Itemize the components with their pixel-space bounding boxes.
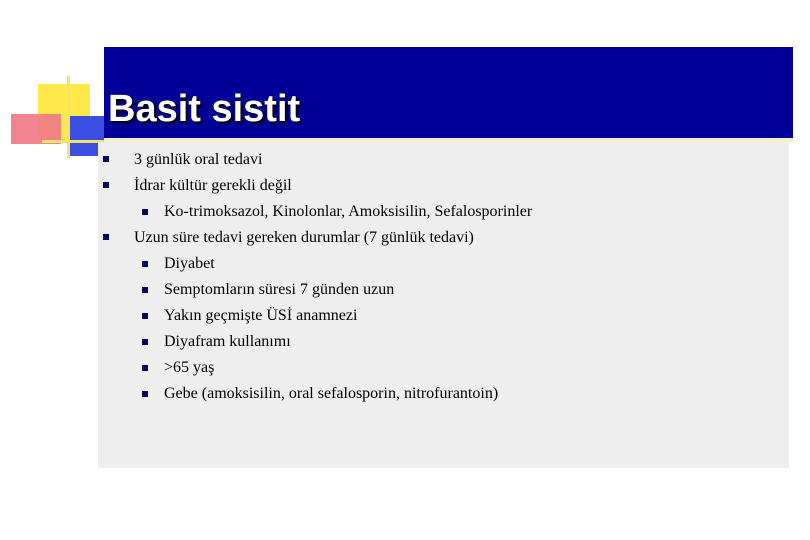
sub-bullet-text: Ko-trimoksazol, Kinolonlar, Amoksisilin, Sefalosporinler (164, 203, 533, 220)
square-bullet-icon (142, 339, 148, 345)
square-bullet-icon (142, 261, 148, 267)
sub-bullet-text: Yakın geçmişte ÜSİ anamnezi (164, 307, 358, 324)
sub-bullet-text: Diyafram kullanımı (164, 333, 291, 350)
square-bullet-icon (142, 391, 148, 397)
bullet-text: 3 günlük oral tedavi (134, 151, 263, 168)
sub-bullet-text: Diyabet (164, 255, 215, 272)
slide-title: Basit sistit (108, 88, 301, 130)
square-bullet-icon (142, 209, 148, 215)
square-bullet-icon (103, 234, 109, 240)
square-bullet-icon (103, 182, 109, 188)
sub-bullet-text: Gebe (amoksisilin, oral sefalosporin, nitrofurantoin) (164, 385, 499, 402)
sub-bullet-text: Semptomların süresi 7 günden uzun (164, 281, 395, 298)
square-bullet-icon (142, 365, 148, 371)
square-bullet-icon (142, 313, 148, 319)
decorative-vertical-line (67, 76, 70, 158)
square-bullet-icon (103, 156, 109, 162)
bullet-text: İdrar kültür gerekli değil (134, 177, 292, 194)
square-bullet-icon (142, 287, 148, 293)
bullet-text: Uzun süre tedavi gereken durumlar (7 günlük tedavi) (134, 229, 474, 246)
sub-bullet-text: >65 yaş (164, 359, 215, 376)
decorative-horizontal-line (42, 140, 104, 143)
